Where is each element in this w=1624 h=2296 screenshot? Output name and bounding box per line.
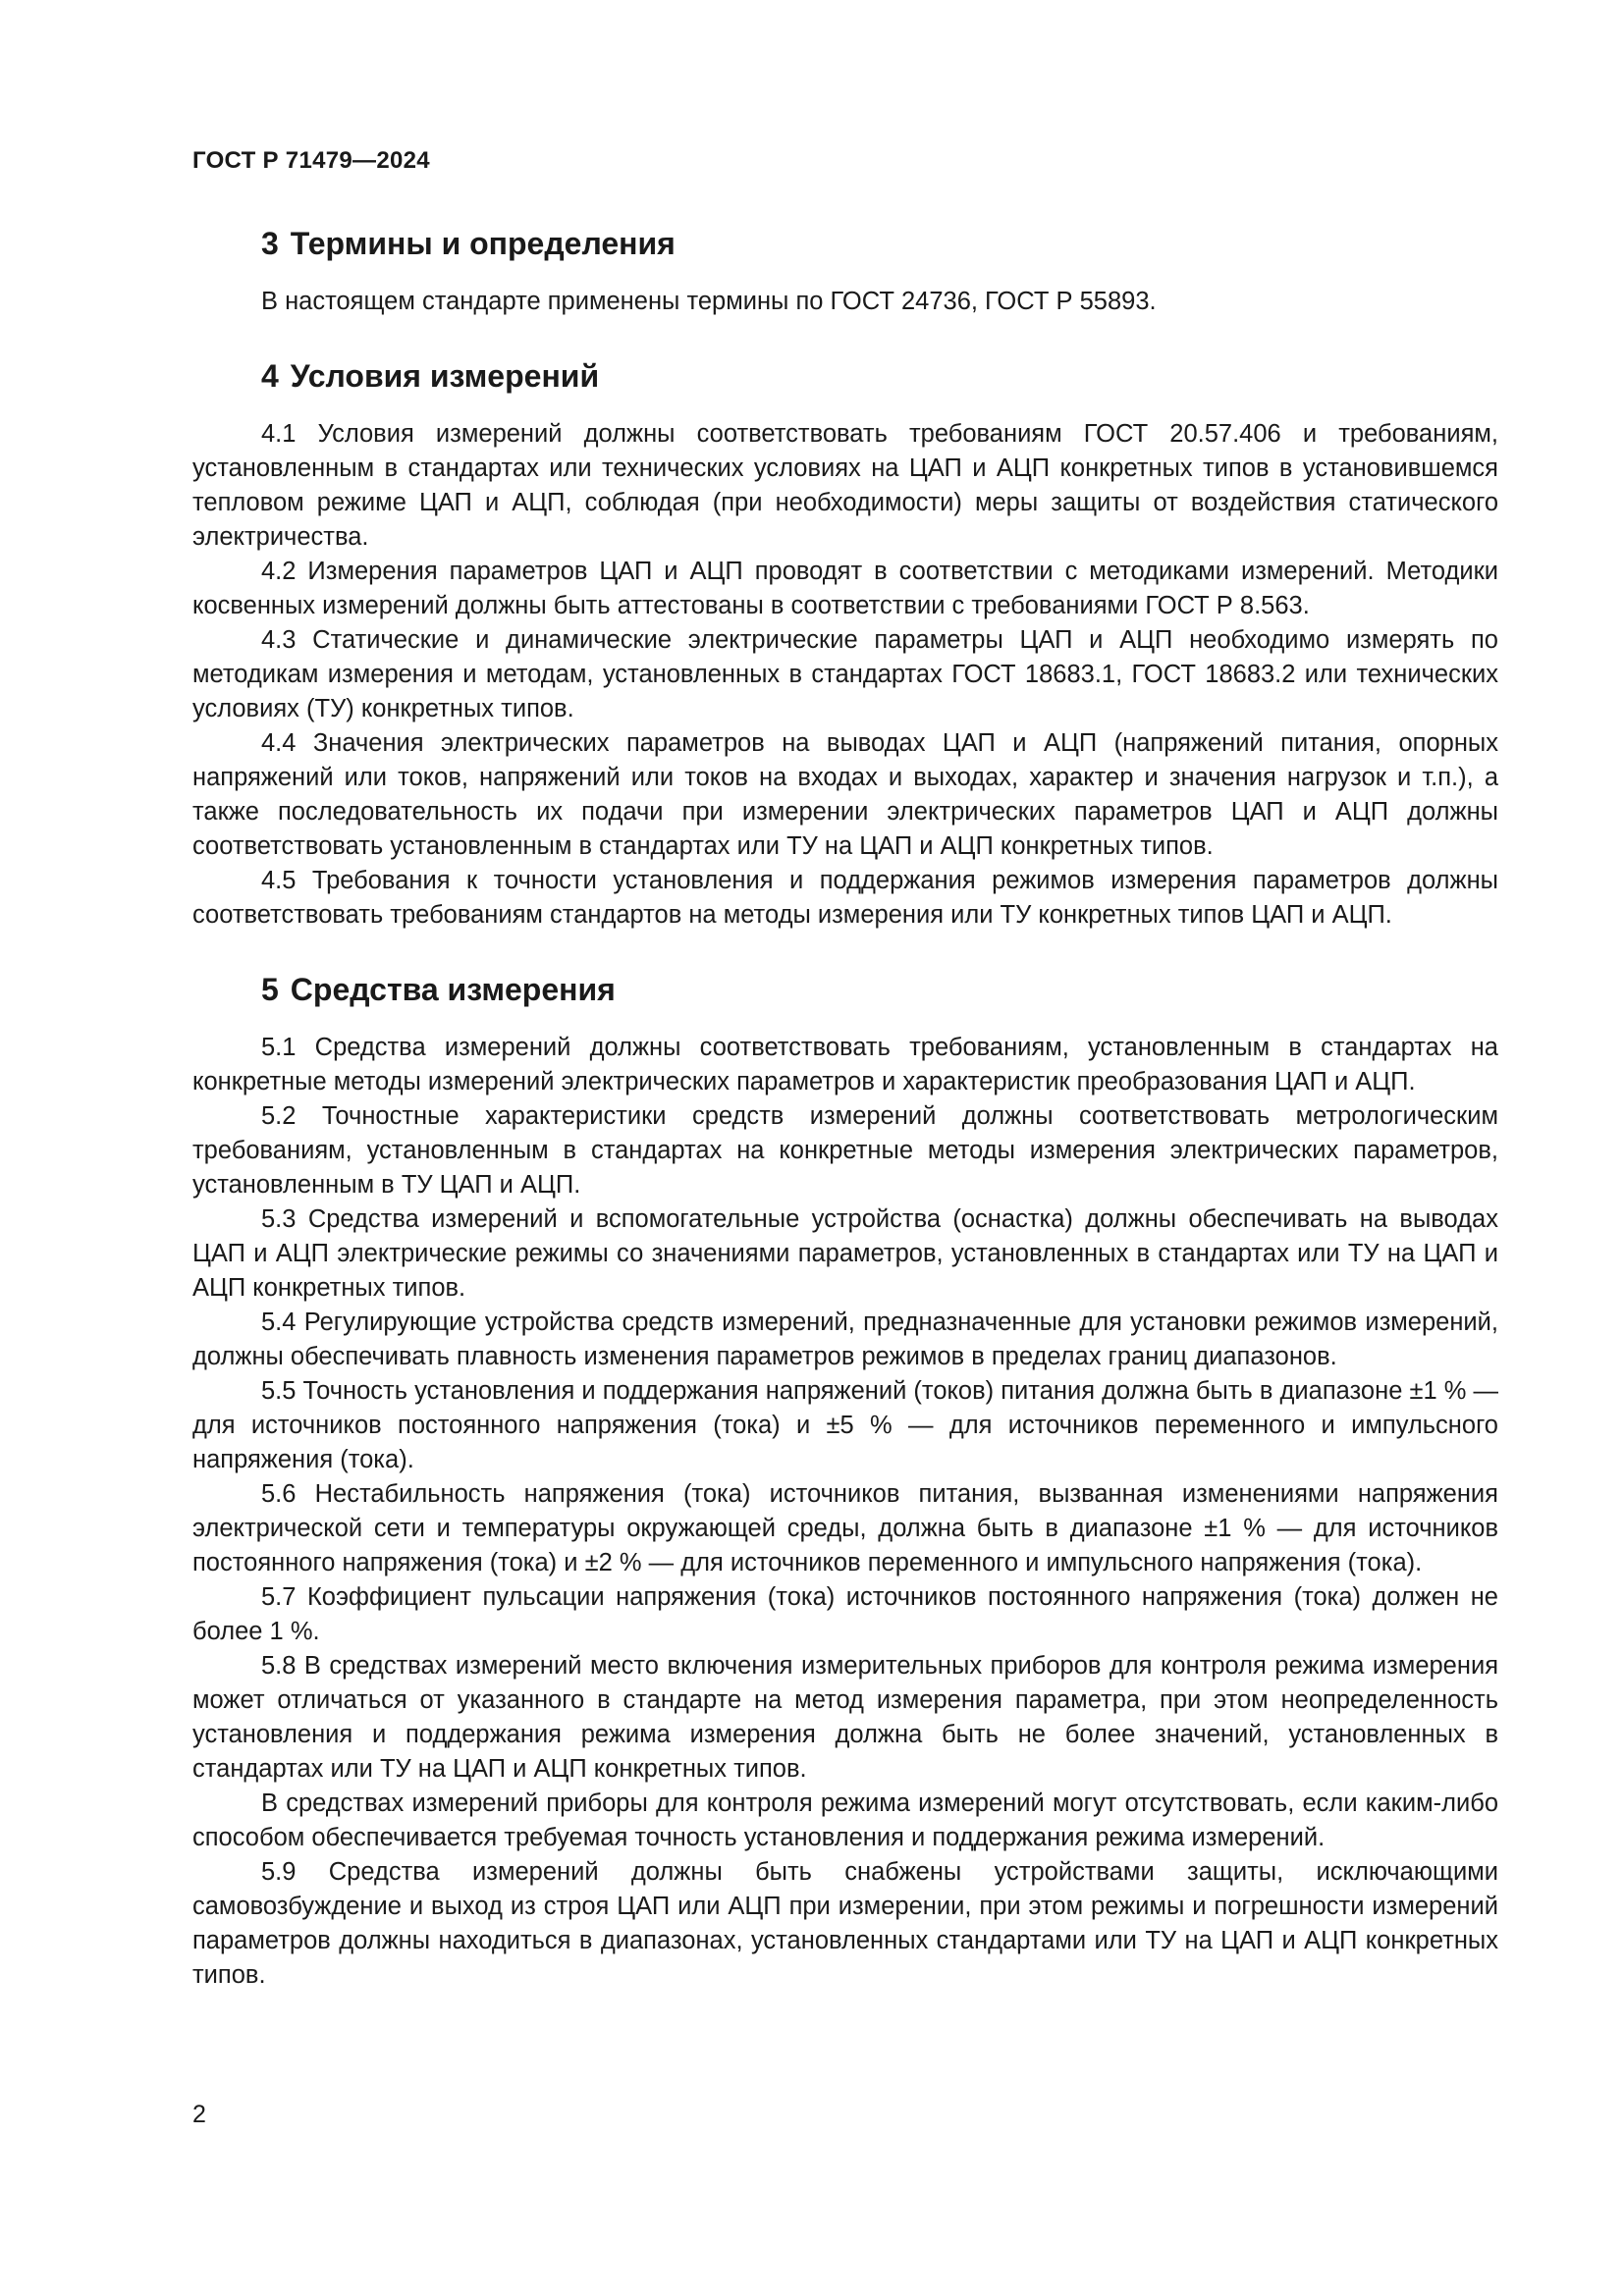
document-body xyxy=(192,224,1498,2030)
section-number: 5 xyxy=(261,972,279,1007)
section-number: 3 xyxy=(261,226,279,261)
paragraph: 5.8 В средствах измерений место включения измерительных приборов для контроля режима измерения может отличаться от указанного в стандарте на метод измерения параметра, при этом неопределенность установления и поддержания режима измерения должна быть не более значений, установленных в стандартах или ТУ на ЦАП и АЦП конкретных типов. xyxy=(192,1652,1498,1783)
section-title: Термины и определения xyxy=(290,226,676,261)
paragraph: 4.5 Требования к точности установления и поддержания режимов измерения параметров должны соответствовать требованиям стандартов на методы измерения или ТУ конкретных типов ЦАП и АЦП. xyxy=(192,867,1498,929)
paragraph: В средствах измерений приборы для контроля режима измерений могут отсутствовать, если каким-либо способом обеспечивается требуемая точность установления и поддержания режима измерений. xyxy=(192,1789,1498,1851)
paragraph: 5.6 Нестабильность напряжения (тока) источников питания, вызванная изменениями напряжения электрической сети и температуры окружающей среды, должна быть в диапазоне ±1 % — для источников постоянного напряжения (тока) и ±2 % — для источников переменного и импульсного напряжения (тока). xyxy=(192,1480,1498,1576)
section-3 xyxy=(192,224,1498,319)
paragraph: 5.2 Точностные характеристики средств измерений должны соответствовать метрологическим требованиям, установленным в стандартах на конкретные методы измерения электрических параметров, установленным в ТУ ЦАП и АЦП. xyxy=(192,1102,1498,1199)
paragraph: 4.2 Измерения параметров ЦАП и АЦП проводят в соответствии с методиками измерений. Методики косвенных измерений должны быть аттестованы в соответствии с требованиями ГОСТ Р 8.563. xyxy=(192,558,1498,619)
paragraph: 5.9 Средства измерений должны быть снабжены устройствами защиты, исключающими самовозбуждение и выход из строя ЦАП или АЦП при измерении, при этом режимы и погрешности измерений параметров должны находиться в диапазонах, установленных стандартами или ТУ на ЦАП и АЦП конкретных типов. xyxy=(192,1858,1498,1989)
paragraph: 4.1 Условия измерений должны соответствовать требованиям ГОСТ 20.57.406 и требованиям, установленным в стандартах или технических условиях на ЦАП и АЦП конкретных типов в установившемся тепловом режиме ЦАП и АЦП, соблюдая (при необходимости) меры защиты от воздействия статического электричества. xyxy=(192,420,1498,551)
section-heading xyxy=(261,970,1498,1009)
paragraph: 4.4 Значения электрических параметров на выводах ЦАП и АЦП (напряжений питания, опорных напряжений или токов, напряжений или токов на входах и выходах, характер и значения нагрузок и т.п.), а также последовательность их подачи при измерении электрических параметров ЦАП и АЦП должны соответствовать установленным в стандартах или ТУ на ЦАП и АЦП конкретных типов. xyxy=(192,729,1498,860)
page-number: 2 xyxy=(192,2101,206,2128)
document-id: ГОСТ Р 71479—2024 xyxy=(192,147,430,174)
paragraph: 5.7 Коэффициент пульсации напряжения (тока) источников постоянного напряжения (тока) должен не более 1 %. xyxy=(192,1583,1498,1645)
section-5 xyxy=(192,970,1498,1993)
section-title: Условия измерений xyxy=(290,358,600,394)
paragraph: В настоящем стандарте применены термины по ГОСТ 24736, ГОСТ Р 55893. xyxy=(261,288,1157,315)
section-title: Средства измерения xyxy=(290,972,616,1007)
section-heading xyxy=(261,356,1498,396)
paragraph: 5.5 Точность установления и поддержания напряжений (токов) питания должна быть в диапазоне ±1 % — для источников постоянного напряжения (тока) и ±5 % — для источников переменного и импульсного напряжения (тока). xyxy=(192,1377,1498,1473)
section-heading xyxy=(261,224,1498,263)
paragraph: 4.3 Статические и динамические электрические параметры ЦАП и АЦП необходимо измерять по методикам измерения и методам, установленных в стандартах ГОСТ 18683.1, ГОСТ 18683.2 или технических условиях (ТУ) конкретных типов. xyxy=(192,626,1498,722)
paragraph: 5.1 Средства измерений должны соответствовать требованиям, установленным в стандартах на конкретные методы измерений электрических параметров и характеристик преобразования ЦАП и АЦП. xyxy=(192,1034,1498,1095)
paragraph: 5.4 Регулирующие устройства средств измерений, предназначенные для установки режимов измерений, должны обеспечивать плавность изменения параметров режимов в пределах границ диапазонов. xyxy=(192,1308,1498,1370)
section-4 xyxy=(192,356,1498,933)
paragraph: 5.3 Средства измерений и вспомогательные устройства (оснастка) должны обеспечивать на выводах ЦАП и АЦП электрические режимы со значениями параметров, установленных в стандартах или ТУ на ЦАП и АЦП конкретных типов. xyxy=(192,1205,1498,1302)
section-number: 4 xyxy=(261,358,279,394)
